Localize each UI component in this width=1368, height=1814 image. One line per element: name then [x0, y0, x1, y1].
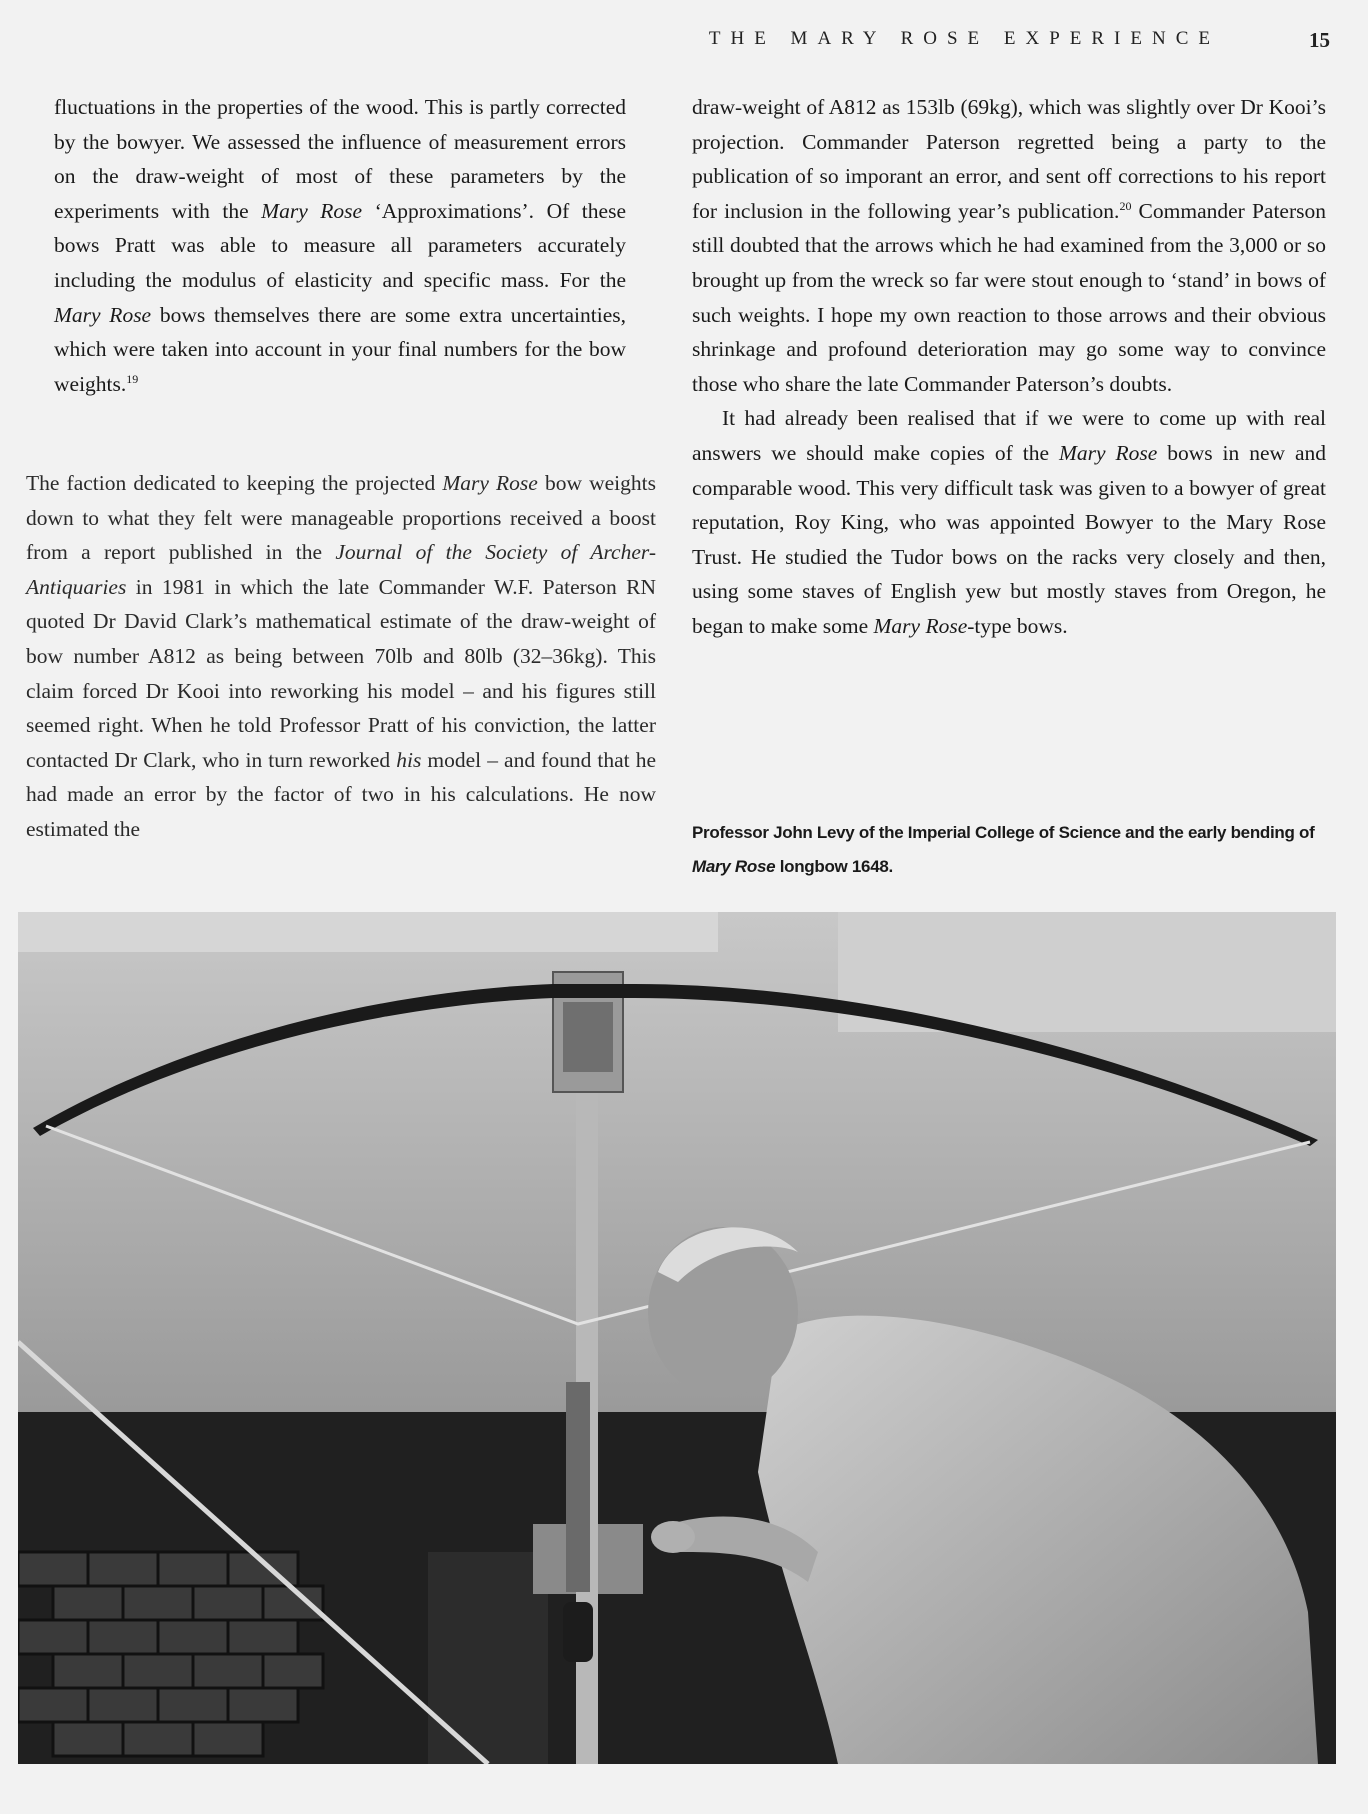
photo-caption [692, 816, 1332, 884]
spring-scale [566, 1382, 590, 1592]
journal-title: Journal of the Society of Archer-Antiquaries [26, 540, 656, 599]
page-number: 15 [1309, 28, 1330, 52]
block-quote [54, 90, 626, 401]
body-text: bow weights down to what they felt were manageable proportions received a boost from a report published in the [26, 471, 656, 565]
left-paragraph [26, 466, 656, 847]
right-paragraph-2 [692, 401, 1326, 643]
quote-italic: Mary Rose [261, 198, 363, 223]
running-header [0, 26, 1368, 56]
quote-paragraph [54, 90, 626, 401]
body-text: in 1981 in which the late Commander W.F. Paterson RN quoted Dr David Clark’s mathematical estimate of the draw-weight of bow number A812 as being between 70lb and 80lb (32–36kg). This claim forced Dr Kooi into reworking his model – and his figures still seemed right. When he told Professor Pratt of his conviction, the latter contacted Dr Clark, who in turn reworked [26, 574, 656, 772]
shelf-rack [428, 1552, 548, 1764]
clamp-plate [563, 1002, 613, 1072]
body-text: Commander Paterson still doubted that the arrows which he had examined from the 3,000 or so brought up from the wreck so far were stout enough to ‘stand’ in bows of such weights. I hope my own reaction to those arrows and their obvious shrinkage and profound deterioration may go some way to convince those who share the late Commander Paterson’s doubts. [692, 198, 1326, 396]
body-italic: Mary Rose [442, 471, 538, 495]
body-text: bows in new and comparable wood. This very difficult task was given to a bowyer of great reputation, Roy King, who was appointed Bowyer to the Mary Rose Trust. He studied the Tudor bows on the racks very closely and then, using some staves of English yew but mostly staves from Oregon, he began to make some [692, 440, 1326, 638]
wall-highlight [18, 912, 718, 952]
caption-italic: Mary Rose [692, 857, 776, 876]
body-italic: Mary Rose [873, 613, 968, 638]
body-italic: Mary Rose [1058, 440, 1158, 465]
body-text: The faction dedicated to keeping the projected [26, 471, 443, 495]
left-column [26, 466, 656, 847]
quote-text: ‘Approximations’. Of these bows Pratt was able to measure all parameters accurately including the modulus of elasticity and specific mass. For the [54, 198, 626, 292]
caption-text: Professor John Levy of the Imperial College of Science and the early bending of [692, 823, 1315, 842]
photograph-bow-bending [18, 912, 1336, 1764]
footnote-marker: 20 [1119, 198, 1132, 213]
quote-text: fluctuations in the properties of the wood. This is partly corrected by the bowyer. We assessed the influence of measurement errors on the draw-weight of most of these parameters by the experiments with the [54, 95, 626, 223]
body-text: model – and found that he had made an error by the factor of two in his calculations. He now estimated the [26, 747, 656, 841]
hand [651, 1521, 695, 1553]
footnote-marker: 19 [126, 371, 139, 386]
quote-italic: Mary Rose [54, 302, 152, 327]
photo-illustration [18, 912, 1336, 1764]
body-italic: his [396, 747, 422, 772]
right-paragraph-1 [692, 90, 1326, 401]
weight-hook [563, 1602, 593, 1662]
right-column [692, 90, 1326, 644]
quote-text: bows themselves there are some extra uncertainties, which were taken into account in your final numbers for the bow weights. [54, 302, 626, 396]
body-text: It had already been realised that if we were to come up with real answers we should make copies of the [692, 406, 1326, 465]
running-title: THE MARY ROSE EXPERIENCE [708, 28, 1220, 49]
caption-text: longbow 1648. [775, 857, 893, 876]
body-text: -type bows. [967, 613, 1068, 638]
body-text: draw-weight of A812 as 153lb (69kg), which was slightly over Dr Kooi’s projection. Commander Paterson regretted being a party to the publication of so imporant an error, and sent off corrections to his report for inclusion in the following year’s publication. [692, 95, 1326, 223]
